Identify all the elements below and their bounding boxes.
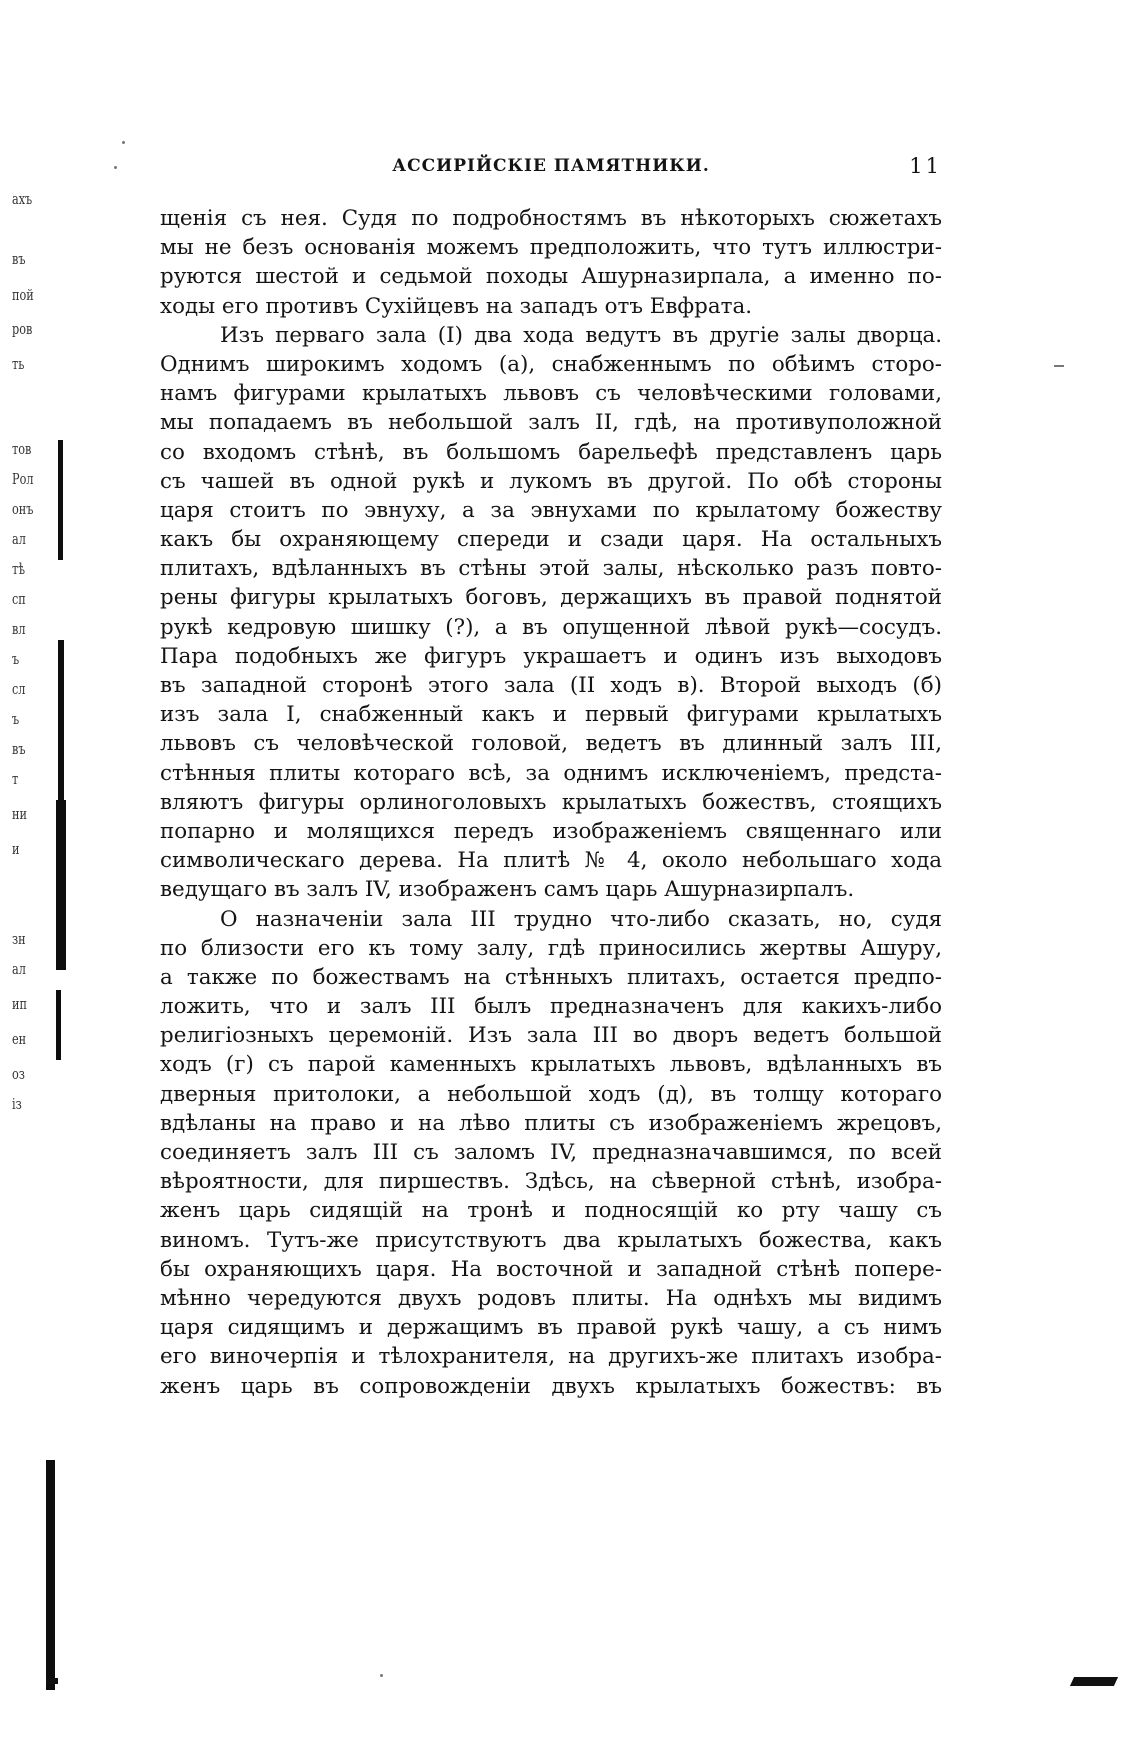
margin-fragment: ен <box>12 1030 27 1048</box>
text-line: его виночерпія и тѣлохранителя, на другихъ-же плитахъ изобра- <box>160 1344 942 1370</box>
text-line: дверныя притолоки, а небольшой ходъ (д), въ толщу котораго <box>160 1081 942 1107</box>
text-line: какъ бы охраняющему спереди и сзади царя. На остальныхъ <box>160 527 942 553</box>
text-line: ходъ (г) съ парой каменныхъ крылатыхъ львовъ, вдѣланныхъ въ <box>160 1052 942 1078</box>
text-line: вляютъ фигуры орлиноголовыхъ крылатыхъ божествъ, стоящихъ <box>160 789 942 815</box>
text-line: Пара подобныхъ же фигуръ украшаетъ и одинъ изъ выходовъ <box>160 643 942 669</box>
running-title: АССИРІЙСКІЕ ПАМЯТНИКИ. <box>392 156 710 176</box>
margin-fragment: ни <box>12 805 27 823</box>
text-line: женъ царь въ сопровожденіи двухъ крылатыхъ божествъ: въ <box>160 1373 942 1399</box>
scan-speck <box>1054 365 1064 367</box>
scan-mark <box>46 1678 58 1684</box>
page-number: 11 <box>909 154 942 178</box>
text-line: религіозныхъ церемоній. Изъ зала III во дворъ ведетъ большой <box>160 1023 942 1049</box>
scan-speck <box>114 166 117 169</box>
text-line: соединяетъ залъ III съ заломъ IV, предназначавшимся, по всей <box>160 1140 942 1165</box>
text-line: по близости его къ тому залу, гдѣ приносились жертвы Ашуру, <box>160 935 942 961</box>
binding-edge <box>58 640 64 800</box>
text-line: О назначеніи зала III трудно что-либо сказать, но, судя <box>220 906 942 932</box>
text-line: женъ царь сидящій на тронѣ и подносящій ко рту чашу съ <box>160 1198 942 1224</box>
text-line: а также по божествамъ на стѣнныхъ плитахъ, остается предпо- <box>160 964 942 990</box>
margin-fragment: ахъ <box>12 190 33 208</box>
text-line: стѣнныя плиты котораго всѣ, за однимъ исключеніемъ, предста- <box>160 760 942 786</box>
text-line: Однимъ широкимъ ходомъ (а), снабженнымъ по обѣимъ сторо- <box>160 351 942 377</box>
facing-page-bleed <box>0 190 80 1610</box>
margin-fragment: пой <box>12 286 34 304</box>
margin-fragment: ъ <box>12 710 20 728</box>
margin-fragment: въ <box>12 250 26 268</box>
text-line: рены фигуры крылатыхъ боговъ, держащихъ въ правой поднятой <box>160 585 942 611</box>
text-line: ложить, что и залъ III былъ предназначенъ для какихъ-либо <box>160 994 942 1020</box>
text-line: рукѣ кедровую шишку (?), а въ опущенной лѣвой рукѣ—сосудъ. <box>160 614 942 640</box>
paragraph-1 <box>160 204 942 321</box>
margin-fragment: и <box>12 840 20 858</box>
margin-fragment: онъ <box>12 500 34 518</box>
text-line: царя сидящимъ и держащимъ въ правой рукѣ чашу, а съ нимъ <box>160 1315 942 1341</box>
text-line: ходы его противъ Сухійцевъ на западъ отъ Евфрата. <box>160 293 753 319</box>
margin-fragment: сп <box>12 590 26 608</box>
margin-fragment: ип <box>12 995 27 1013</box>
margin-fragment: тѣ <box>12 560 26 578</box>
binding-edge <box>56 800 66 970</box>
text-line: плитахъ, вдѣланныхъ въ стѣны этой залы, нѣсколько разъ повто- <box>160 556 942 582</box>
binding-edge <box>56 990 61 1060</box>
text-line: намъ фигурами крылатыхъ львовъ съ человѣческими головами, <box>160 381 942 407</box>
text-line: виномъ. Тутъ-же присутствуютъ два крылатыхъ божества, какъ <box>160 1227 942 1253</box>
text-line: львовъ съ человѣческой головой, ведетъ въ длинный залъ III, <box>160 731 942 757</box>
text-line: бы охраняющихъ царя. На восточной и западной стѣнѣ попере- <box>160 1256 942 1282</box>
margin-fragment: т <box>12 770 19 788</box>
margin-fragment: ъ <box>12 650 20 668</box>
text-line: изъ зала I, снабженный какъ и первый фигурами крылатыхъ <box>160 702 942 728</box>
text-line: руются шестой и седьмой походы Ашурназирпала, а именно по- <box>160 264 942 290</box>
margin-fragment: сл <box>12 680 26 698</box>
margin-fragment: Рол <box>12 470 34 488</box>
text-line: вдѣланы на право и на лѣво плиты съ изображеніемъ жрецовъ, <box>160 1110 942 1136</box>
text-line: въ западной сторонѣ этого зала (II ходъ в). Второй выходъ (б) <box>160 673 942 698</box>
margin-fragment: ть <box>12 355 25 373</box>
text-line: вѣроятности, для пиршествъ. Здѣсь, на сѣверной стѣнѣ, изобра- <box>160 1169 942 1195</box>
margin-fragment: тов <box>12 440 32 458</box>
margin-fragment: оз <box>12 1065 25 1083</box>
text-line: мы попадаемъ въ небольшой залъ II, гдѣ, на противуположной <box>160 410 942 436</box>
binding-edge <box>46 1460 55 1690</box>
paragraph-2 <box>160 321 942 905</box>
text-line: попарно и молящихся передъ изображеніемъ священнаго или <box>160 818 942 844</box>
scan-mark <box>1070 1677 1118 1686</box>
text-line: мы не безъ основанія можемъ предположить, что тутъ иллюстри- <box>160 235 942 261</box>
text-line: Изъ перваго зала (I) два хода ведутъ въ другіе залы дворца. <box>220 322 942 348</box>
body-text <box>160 204 942 1401</box>
text-line: царя стоитъ по эвнуху, а за эвнухами по крылатому божеству <box>160 497 942 523</box>
text-line: щенія съ нея. Судя по подробностямъ въ нѣкоторыхъ сюжетахъ <box>160 206 942 231</box>
margin-fragment: въ <box>12 740 26 758</box>
text-line: ведущаго въ залъ IV, изображенъ самъ царь Ашурназирпалъ. <box>160 877 855 903</box>
margin-fragment: ал <box>12 530 26 548</box>
paragraph-3 <box>160 905 942 1401</box>
text-line: съ чашей въ одной рукѣ и лукомъ въ другой. По обѣ стороны <box>160 468 942 494</box>
margin-fragment: вл <box>12 620 26 638</box>
text-line: символическаго дерева. На плитѣ № 4, около небольшаго хода <box>160 848 942 874</box>
binding-edge <box>58 440 63 560</box>
text-line: со входомъ стѣнѣ, въ большомъ барельефѣ представленъ царь <box>160 439 942 465</box>
margin-fragment: ал <box>12 960 26 978</box>
page-header <box>160 156 942 190</box>
margin-fragment: зн <box>12 930 26 948</box>
margin-fragment: ров <box>12 320 33 338</box>
margin-fragment: із <box>12 1095 22 1113</box>
text-line: мѣнно чередуются двухъ родовъ плиты. На однѣхъ мы видимъ <box>160 1285 942 1311</box>
scan-speck <box>122 141 125 144</box>
scan-speck <box>380 1674 383 1677</box>
